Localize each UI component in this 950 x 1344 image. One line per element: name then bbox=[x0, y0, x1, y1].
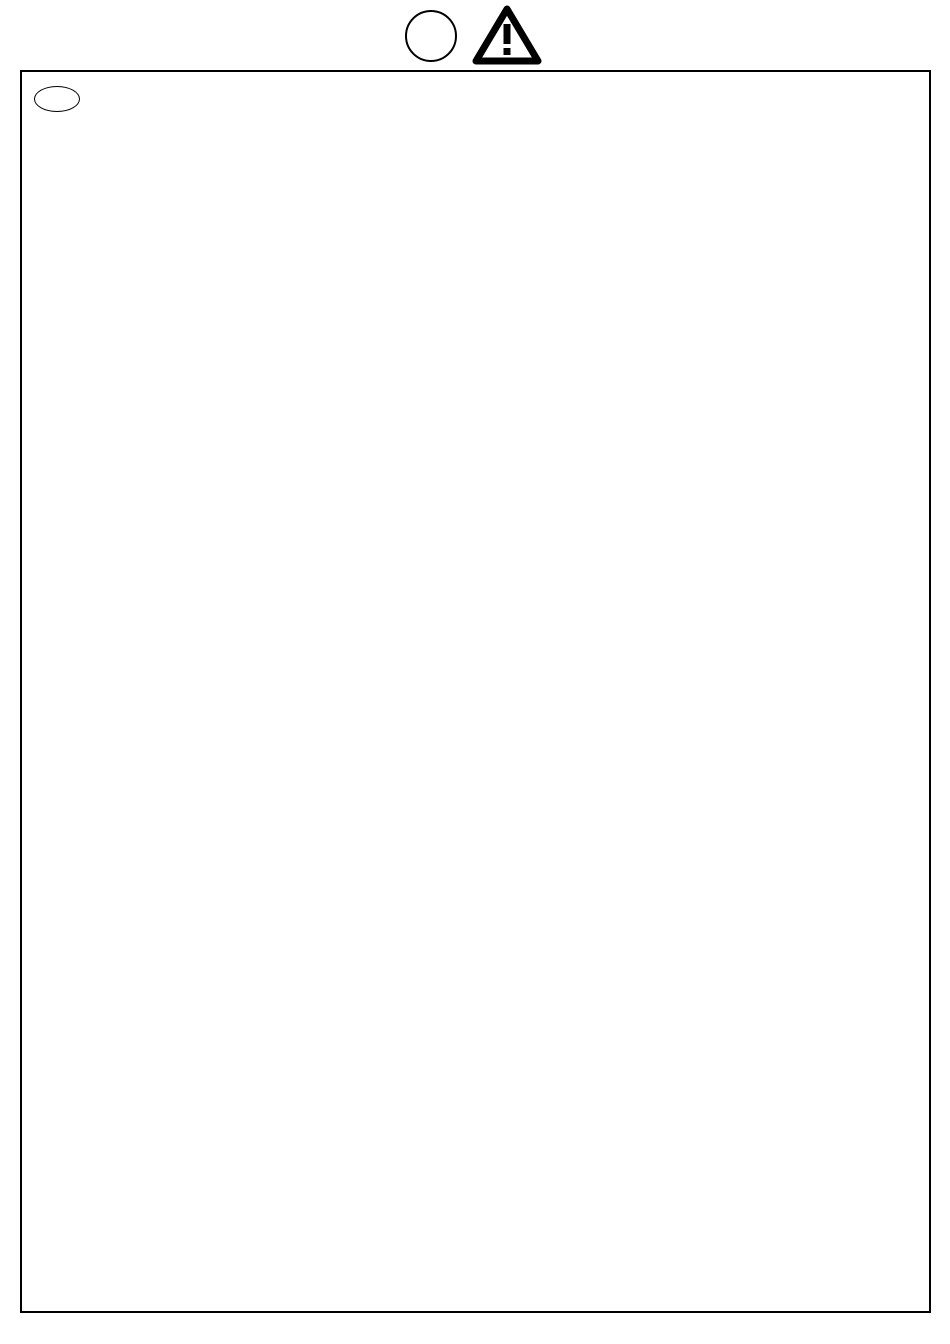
blank-circle-icon bbox=[405, 10, 457, 62]
oval-marker bbox=[34, 86, 80, 112]
warning-triangle-icon bbox=[472, 4, 542, 66]
document-frame bbox=[20, 70, 931, 1313]
